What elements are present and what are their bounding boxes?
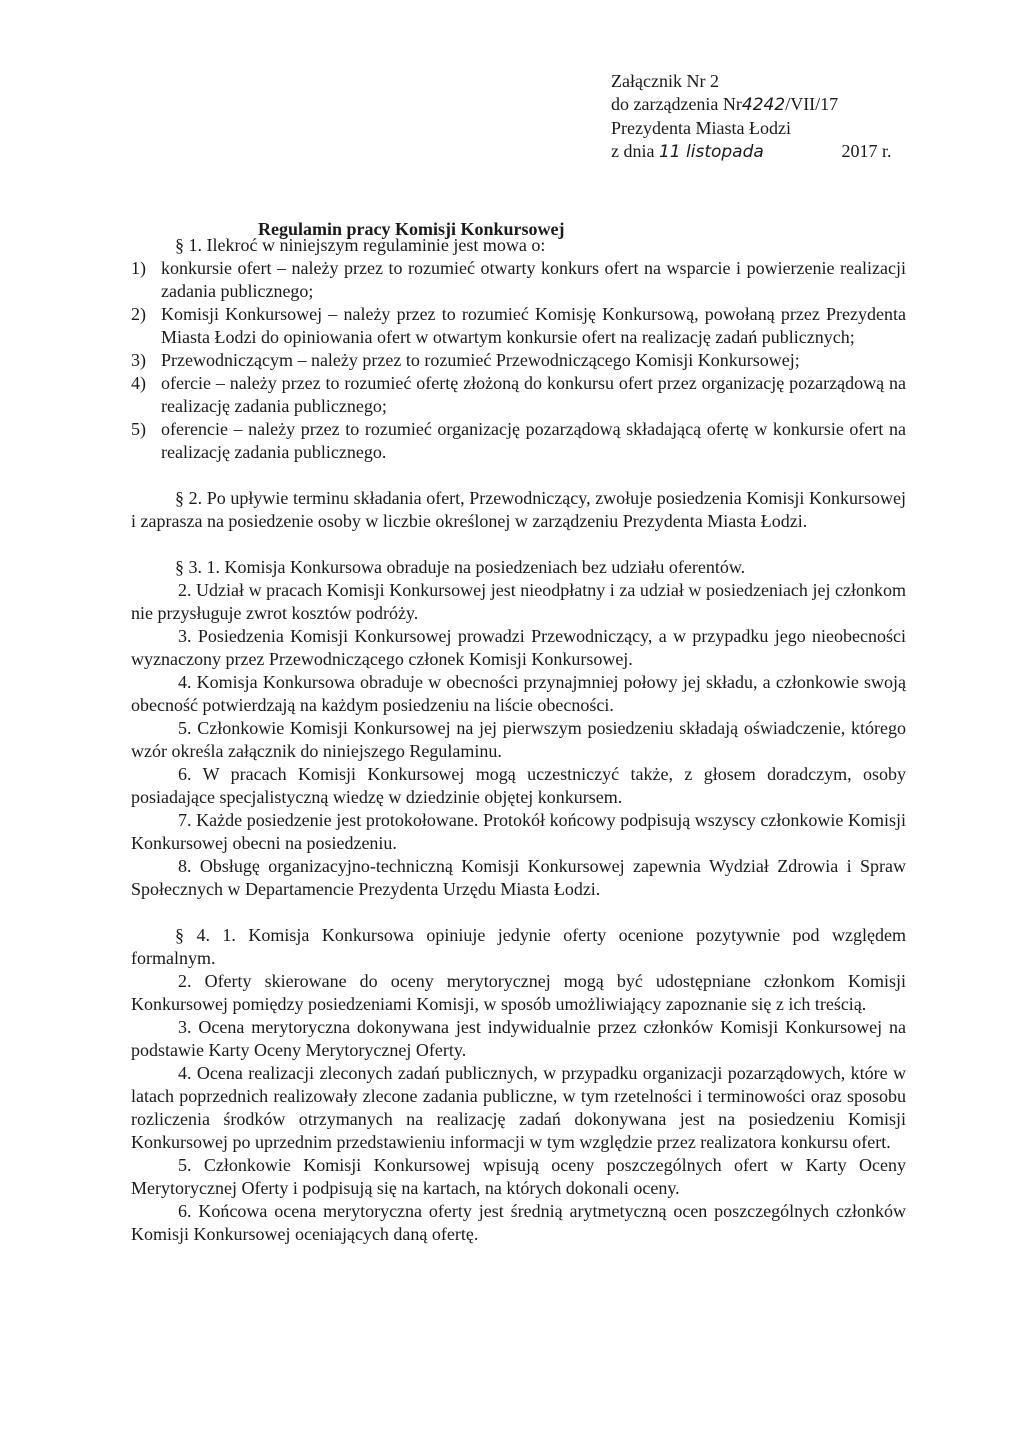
attachment-header [611, 70, 911, 164]
paragraph: 7. Każde posiedzenie jest protokołowane. Protokół końcowy podpisują wszyscy członkowie Komisji Konkursowej obecni na posiedzeniu. [131, 810, 906, 853]
list-item: 4) ofercie – należy przez to rozumieć ofertę złożoną do konkursu ofert przez organizację pozarządową na realizację zadania publicznego; [131, 373, 906, 416]
list-item: 1) konkursie ofert – należy przez to rozumieć otwarty konkurs ofert na wsparcie i powierzenie realizacji zadania publicznego; [131, 258, 906, 301]
list-item: 3) Przewodniczącym – należy przez to rozumieć Przewodniczącego Komisji Konkursowej; [131, 350, 800, 370]
paragraph: § 4. 1. Komisja Konkursowa opiniuje jedynie oferty ocenione pozytywnie pod względem formalnym. [131, 925, 906, 968]
section-4 [131, 924, 906, 1246]
list-item: 5) oferencie – należy przez to rozumieć organizację pozarządową składającą ofertę w konkursie ofert na realizację zadania publicznego. [131, 419, 906, 462]
section-2: § 2. Po upływie terminu składania ofert, Przewodniczący, zwołuje posiedzenia Komisji Konkursowej i zaprasza na posiedzenie osoby w liczbie określonej w zarządzeniu Prezydenta Miasta Łodzi. [131, 488, 906, 531]
paragraph: 8. Obsługę organizacyjno-techniczną Komisji Konkursowej zapewnia Wydział Zdrowia i Spraw Społecznych w Departamencie Prezydenta Urzędu Miasta Łodzi. [131, 856, 906, 899]
handwritten-number: 4242 [741, 95, 786, 115]
issuer-line: Prezydenta Miasta Łodzi [611, 118, 791, 138]
section-1-intro: § 1. Ilekroć w niniejszym regulaminie jest mowa o: [175, 235, 546, 255]
paragraph: 6. W pracach Komisji Konkursowej mogą uczestniczyć także, z głosem doradczym, osoby posiadające specjalistyczną wiedzę w dziedzinie objętej konkursem. [131, 764, 906, 807]
paragraph: § 3. 1. Komisja Konkursowa obraduje na posiedzeniach bez udziału oferentów. [175, 557, 746, 577]
paragraph: 3. Ocena merytoryczna dokonywana jest indywidualnie przez członków Komisji Konkursowej na podstawie Karty Oceny Merytorycznej Oferty. [131, 1017, 906, 1060]
definitions-list [131, 257, 906, 464]
paragraph: 2. Udział w pracach Komisji Konkursowej jest nieodpłatny i za udział w posiedzeniach jej członkom nie przysługuje zwrot kosztów podróży. [131, 580, 906, 623]
paragraph: 2. Oferty skierowane do oceny merytorycznej mogą być udostępniane członkom Komisji Konkursowej pomiędzy posiedzeniami Komisji, w sposób umożliwiający zapoznanie się z ich treścią. [131, 971, 906, 1014]
document-body [131, 234, 906, 1246]
order-number-line: do zarządzenia Nr4242/VII/17 [611, 94, 839, 115]
paragraph: 3. Posiedzenia Komisji Konkursowej prowadzi Przewodniczący, a w przypadku jego nieobecności wyznaczony przez Przewodniczącego członek Komisji Konkursowej. [131, 626, 906, 669]
paragraph: 6. Końcowa ocena merytoryczna oferty jest średnią arytmetyczną ocen poszczególnych członków Komisji Konkursowej oceniających daną ofertę. [131, 1201, 906, 1244]
section-3 [131, 556, 906, 901]
document-title: Regulamin pracy Komisji Konkursowej [258, 219, 565, 239]
list-item: 2) Komisji Konkursowej – należy przez to rozumieć Komisję Konkursową, powołaną przez Prezydenta Miasta Łodzi do opiniowania ofert w otwartym konkursie ofert na realizację zadań publicznych; [131, 304, 906, 347]
paragraph: 5. Członkowie Komisji Konkursowej wpisują oceny poszczególnych ofert w Karty Oceny Merytorycznej Oferty i podpisują się na kartach, na których dokonali oceny. [131, 1155, 906, 1198]
paragraph: 5. Członkowie Komisji Konkursowej na jej pierwszym posiedzeniu składają oświadczenie, którego wzór określa załącznik do niniejszego Regulaminu. [131, 718, 906, 761]
date-line: z dnia 11 listopada 2017 r. [611, 141, 892, 162]
handwritten-date: 11 listopada [658, 142, 764, 162]
paragraph: 4. Komisja Konkursowa obraduje w obecności przynajmniej połowy jej składu, a członkowie swoją obecność potwierdzają na każdym posiedzeniu na liście obecności. [131, 672, 906, 715]
attachment-number: Załącznik Nr 2 [611, 71, 719, 91]
paragraph: 4. Ocena realizacji zleconych zadań publicznych, w przypadku organizacji pozarządowych, które w latach poprzednich realizowały zlecone zadania publiczne, w tym rzetelności i terminowości oraz sposobu rozliczenia środków otrzymanych na realizację zadań dokonywana jest na posiedzeniu Komisji Konkursowej po uprzednim przedstawieniu informacji w tym względzie przez realizatora konkursu ofert. [131, 1063, 906, 1152]
